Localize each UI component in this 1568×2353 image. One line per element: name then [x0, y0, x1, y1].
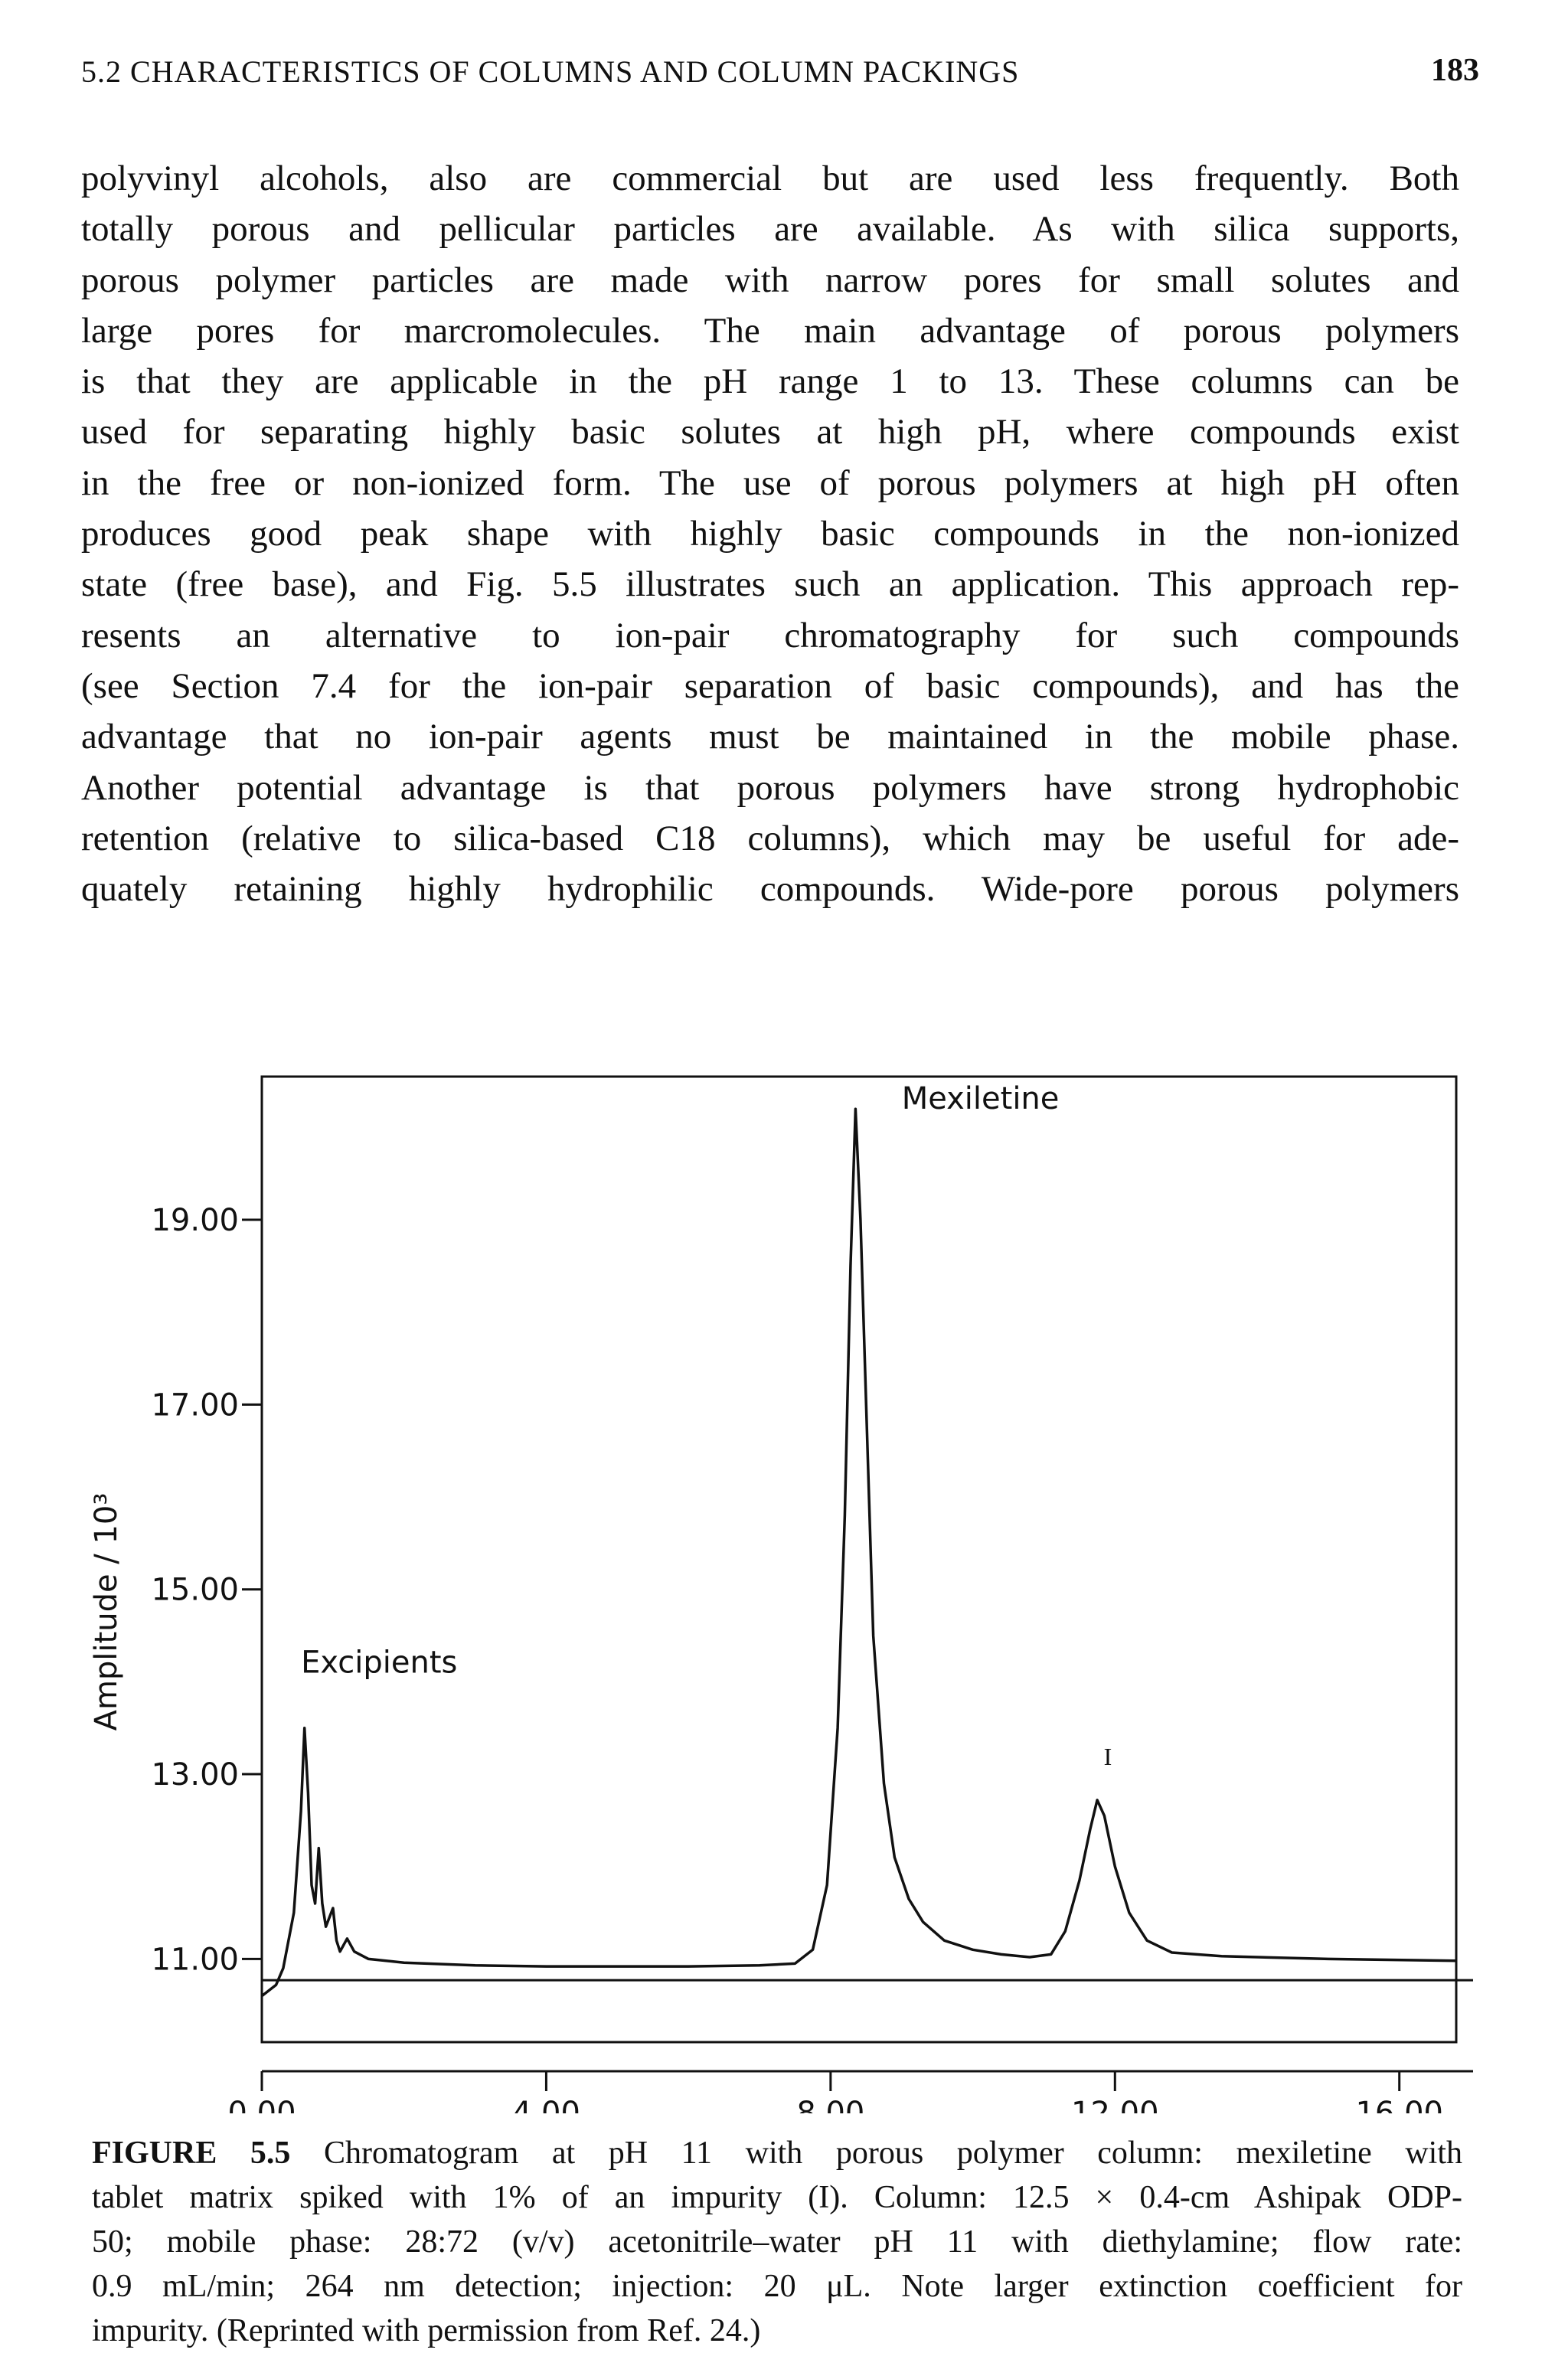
caption-line: impurity. (Reprinted with permission from Ref. 24.) [92, 2313, 761, 2348]
caption-line: Chromatogram at pH 11 with porous polymer column: mexiletine with [324, 2136, 1462, 2171]
body-line: is that they are applicable in the pH range 1 to 13. These columns can be [81, 361, 1459, 402]
x-tick-label: 12.00 [1071, 2096, 1159, 2113]
y-axis-label: Amplitude / 10³ [89, 1492, 124, 1731]
page-number: 183 [1431, 53, 1479, 88]
body-line: large pores for marcromolecules. The main advantage of porous polymers [81, 310, 1459, 351]
body-line: resents an alternative to ion-pair chromatography for such compounds [81, 615, 1459, 655]
running-head-title: 5.2 CHARACTERISTICS OF COLUMNS AND COLUMN PACKINGS [81, 54, 1020, 89]
x-tick-label: 4.00 [511, 2096, 580, 2113]
running-head [81, 54, 1479, 100]
caption-line: 50; mobile phase: 28:72 (v/v) acetonitrile–water pH 11 with diethylamine; flow rate: [92, 2224, 1462, 2260]
peak-label: Mexiletine [901, 1081, 1060, 1117]
body-line: (see Section 7.4 for the ion-pair separation of basic compounds), and has the [81, 665, 1459, 706]
peak-label: I [1103, 1742, 1112, 1770]
figure-label: FIGURE 5.5 [92, 2136, 291, 2171]
y-tick-label: 15.00 [151, 1572, 239, 1608]
body-line: porous polymer particles are made with narrow pores for small solutes and [81, 260, 1459, 300]
body-line: advantage that no ion-pair agents must be maintained in the mobile phase. [81, 717, 1459, 757]
figure-caption [92, 2131, 1462, 2353]
chromatogram-trace [262, 1109, 1456, 1996]
body-line: retention (relative to silica-based C18 columns), which may be useful for ade- [81, 818, 1459, 858]
y-tick-label: 13.00 [151, 1757, 239, 1793]
y-tick-label: 19.00 [151, 1203, 239, 1239]
body-line: totally porous and pellicular particles are available. As with silica supports, [81, 209, 1459, 250]
x-tick-label: 0.00 [227, 2096, 296, 2113]
body-line: quately retaining highly hydrophilic compounds. Wide-pore porous polymers [81, 869, 1459, 910]
body-line: Another potential advantage is that porous polymers have strong hydrophobic [81, 767, 1459, 808]
x-tick-label: 8.00 [796, 2096, 865, 2113]
body-line: in the free or non-ionized form. The use of porous polymers at high pH often [81, 462, 1459, 503]
caption-line: 0.9 mL/min; 264 nm detection; injection: 20 μL. Note larger extinction coefficient for [92, 2269, 1462, 2304]
figure-chromatogram [0, 1057, 1568, 2113]
body-paragraph [81, 153, 1459, 914]
peak-label: Excipients [301, 1645, 458, 1681]
y-tick-label: 17.00 [151, 1387, 239, 1423]
caption-line: tablet matrix spiked with 1% of an impurity (I). Column: 12.5 × 0.4-cm Ashipak ODP- [92, 2180, 1462, 2215]
x-tick-label: 16.00 [1355, 2096, 1443, 2113]
body-line: produces good peak shape with highly basic compounds in the non-ionized [81, 514, 1459, 554]
chromatogram-svg [0, 1057, 1568, 2113]
body-line: polyvinyl alcohols, also are commercial but are used less frequently. Both [81, 159, 1459, 198]
body-line: state (free base), and Fig. 5.5 illustrates such an application. This approach rep- [81, 564, 1459, 605]
y-tick-label: 11.00 [151, 1942, 239, 1978]
plot-frame [262, 1077, 1456, 2042]
body-line: used for separating highly basic solutes at high pH, where compounds exist [81, 412, 1459, 453]
